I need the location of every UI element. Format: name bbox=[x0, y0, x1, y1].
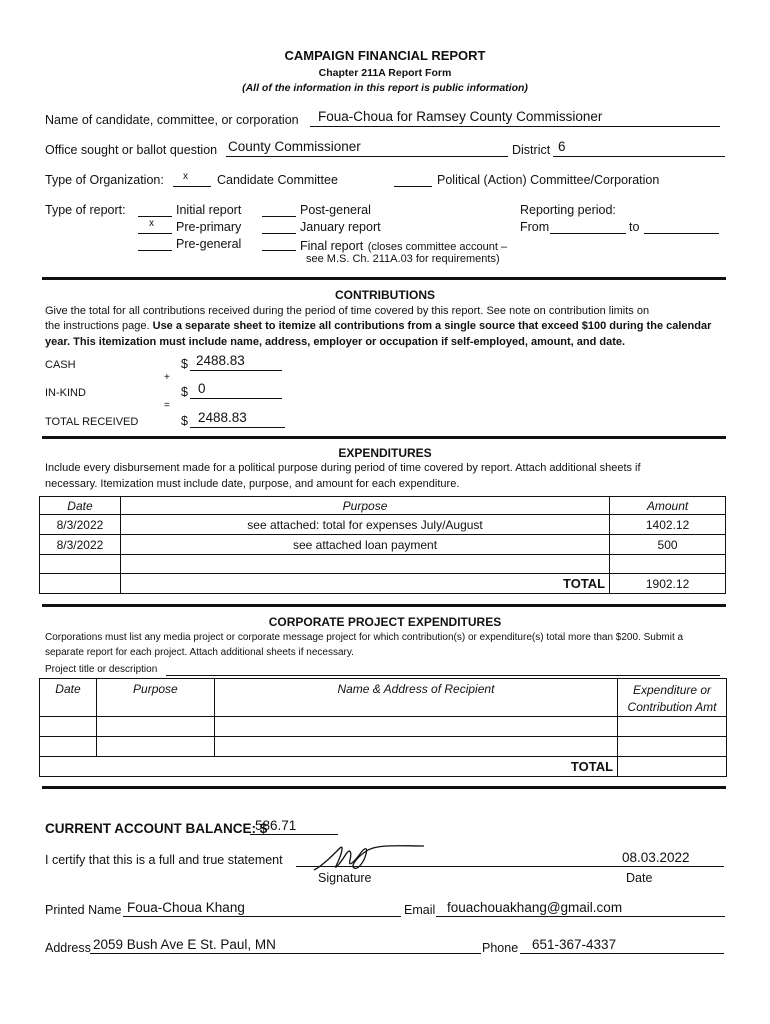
row-amount[interactable]: 500 bbox=[610, 535, 726, 555]
reporting-period-label: Reporting period: bbox=[520, 203, 616, 217]
balance-label: CURRENT ACCOUNT BALANCE: $ bbox=[45, 821, 268, 836]
corp-cell[interactable] bbox=[40, 717, 97, 737]
pregeneral-checkbox-line bbox=[138, 250, 172, 251]
contributions-text-2b: Use a separate sheet to itemize all contributions from a single source that exceed $100 during the calendar bbox=[152, 320, 712, 332]
org-type-label: Type of Organization: bbox=[45, 173, 164, 187]
corp-col-purpose: Purpose bbox=[96, 679, 214, 717]
corporate-text-1: Corporations must list any media project or corporate message project for which contribution(s) or expenditure(s) total more than $200. Submit a bbox=[45, 632, 684, 643]
report-type-label: Type of report: bbox=[45, 203, 126, 217]
divider-corporate bbox=[42, 604, 726, 607]
january-report-label: January report bbox=[300, 220, 381, 234]
corp-cell[interactable] bbox=[214, 737, 617, 757]
total-received-label: TOTAL RECEIVED bbox=[45, 416, 139, 428]
phone-line bbox=[520, 953, 724, 954]
corp-cell[interactable] bbox=[618, 737, 727, 757]
balance-line bbox=[250, 834, 338, 835]
email-field[interactable]: fouachouakhang@gmail.com bbox=[447, 900, 623, 915]
col-purpose: Purpose bbox=[120, 497, 609, 515]
pregeneral-label: Pre-general bbox=[176, 237, 242, 251]
cash-dollar: $ bbox=[181, 357, 188, 371]
cash-field[interactable]: 2488.83 bbox=[196, 353, 245, 368]
row-date[interactable]: 8/3/2022 bbox=[40, 535, 121, 555]
postgeneral-checkbox-line bbox=[262, 216, 296, 217]
corporate-table bbox=[39, 678, 727, 777]
corporate-total-label: TOTAL bbox=[40, 757, 618, 777]
table-row bbox=[40, 535, 726, 555]
political-checkbox-line bbox=[394, 186, 432, 187]
preprimary-checkbox-line bbox=[138, 233, 172, 234]
corp-cell[interactable] bbox=[618, 717, 727, 737]
contributions-text-3: year. This itemization must include name, address, employer or occupation if self-employed, amount, and date. bbox=[45, 336, 626, 348]
col-date: Date bbox=[40, 497, 121, 515]
expenditures-total-label: TOTAL bbox=[120, 574, 609, 594]
candidate-committee-label: Candidate Committee bbox=[217, 173, 338, 187]
plus-sign: + bbox=[164, 372, 170, 383]
phone-field[interactable]: 651-367-4337 bbox=[532, 937, 617, 952]
total-received-line bbox=[190, 427, 285, 428]
contributions-text-2a: the instructions page. bbox=[45, 320, 153, 332]
row-purpose[interactable]: see attached loan payment bbox=[120, 535, 609, 555]
expenditures-table bbox=[39, 496, 726, 594]
row-purpose[interactable]: see attached: total for expenses July/August bbox=[120, 515, 609, 535]
address-label: Address bbox=[45, 941, 91, 955]
to-label: to bbox=[629, 220, 640, 234]
corp-cell[interactable] bbox=[96, 737, 214, 757]
contributions-heading: CONTRIBUTIONS bbox=[335, 288, 435, 302]
contributions-text-2 bbox=[45, 320, 711, 332]
final-report-note: (closes committee account – bbox=[367, 241, 508, 253]
total-row bbox=[40, 757, 727, 777]
final-checkbox-line bbox=[262, 250, 296, 251]
name-label: Name of candidate, committee, or corporation bbox=[45, 113, 299, 127]
from-date-field[interactable] bbox=[550, 233, 626, 234]
printed-name-label: Printed Name bbox=[45, 903, 122, 917]
corporate-total-value[interactable] bbox=[618, 757, 727, 777]
total-row bbox=[40, 574, 726, 594]
table-row bbox=[40, 717, 727, 737]
postgeneral-label: Post-general bbox=[300, 203, 371, 217]
equals-sign: = bbox=[164, 400, 170, 411]
candidate-checkbox-line bbox=[173, 186, 211, 187]
corp-col-amount bbox=[618, 679, 727, 717]
expenditures-total-value[interactable]: 1902.12 bbox=[610, 574, 726, 594]
public-note: (All of the information in this report is public information) bbox=[242, 82, 528, 94]
divider-expenditures bbox=[42, 436, 726, 439]
table-row bbox=[40, 737, 727, 757]
page-subtitle: Chapter 211A Report Form bbox=[318, 67, 452, 79]
divider-contributions bbox=[42, 277, 726, 280]
corp-col-amount-1: Expenditure or bbox=[633, 683, 712, 697]
signature-label: Signature bbox=[318, 871, 372, 885]
january-checkbox-line bbox=[262, 233, 296, 234]
district-field[interactable]: 6 bbox=[558, 139, 566, 154]
district-line bbox=[553, 156, 725, 157]
cash-line bbox=[190, 370, 282, 371]
inkind-label: IN-KIND bbox=[45, 387, 86, 399]
initial-checkbox-line bbox=[138, 216, 172, 217]
email-line bbox=[436, 916, 725, 917]
name-field[interactable]: Foua-Choua for Ramsey County Commissioner bbox=[318, 109, 603, 124]
total-received-field[interactable]: 2488.83 bbox=[198, 410, 247, 425]
project-title-field[interactable] bbox=[166, 675, 720, 676]
date-field[interactable]: 08.03.2022 bbox=[622, 850, 690, 865]
address-line bbox=[90, 953, 481, 954]
contributions-text-1: Give the total for all contributions received during the period of time covered by this report. See note on contribution limits on bbox=[45, 305, 650, 317]
final-report-note-2: see M.S. Ch. 211A.03 for requirements) bbox=[306, 253, 500, 265]
name-line bbox=[310, 126, 720, 127]
corporate-heading: CORPORATE PROJECT EXPENDITURES bbox=[268, 615, 502, 629]
expenditures-text-2: necessary. Itemization must include date, purpose, and amount for each expenditure. bbox=[45, 478, 460, 490]
to-date-field[interactable] bbox=[644, 233, 719, 234]
row-date[interactable] bbox=[40, 555, 121, 574]
final-report-text: Final report bbox=[300, 239, 364, 253]
district-label: District bbox=[512, 143, 551, 157]
row-amount[interactable] bbox=[610, 555, 726, 574]
office-line bbox=[226, 156, 508, 157]
project-title-label: Project title or description bbox=[45, 664, 158, 675]
initial-report-label: Initial report bbox=[176, 203, 242, 217]
total-dollar: $ bbox=[181, 414, 188, 428]
corp-cell[interactable] bbox=[214, 717, 617, 737]
inkind-dollar: $ bbox=[181, 385, 188, 399]
email-label: Email bbox=[404, 903, 436, 917]
row-amount[interactable]: 1402.12 bbox=[610, 515, 726, 535]
corp-cell[interactable] bbox=[96, 717, 214, 737]
col-amount: Amount bbox=[610, 497, 726, 515]
phone-label: Phone bbox=[482, 941, 519, 955]
political-committee-label: Political (Action) Committee/Corporation bbox=[437, 173, 660, 187]
inkind-line bbox=[190, 398, 282, 399]
corp-cell[interactable] bbox=[40, 737, 97, 757]
balance-field[interactable]: 586.71 bbox=[255, 818, 297, 833]
date-label: Date bbox=[626, 871, 653, 885]
corporate-text-2: separate report for each project. Attach additional sheets if necessary. bbox=[45, 647, 354, 658]
page-title: CAMPAIGN FINANCIAL REPORT bbox=[284, 48, 486, 63]
signature-image[interactable] bbox=[312, 840, 428, 874]
inkind-field[interactable]: 0 bbox=[198, 381, 206, 396]
total-row-spacer bbox=[40, 574, 121, 594]
certify-statement: I certify that this is a full and true statement bbox=[45, 853, 283, 867]
corp-col-amount-2: Contribution Amt bbox=[627, 700, 717, 714]
preprimary-checkbox[interactable]: x bbox=[149, 218, 154, 229]
corp-col-recipient: Name & Address of Recipient bbox=[214, 679, 617, 717]
office-field[interactable]: County Commissioner bbox=[228, 139, 361, 154]
office-label: Office sought or ballot question bbox=[45, 143, 218, 157]
divider-footer bbox=[42, 786, 726, 789]
expenditures-text-1: Include every disbursement made for a political purpose during period of time covered by report. Attach additional sheets if bbox=[45, 462, 641, 474]
expenditures-heading: EXPENDITURES bbox=[338, 446, 432, 460]
candidate-checkbox[interactable]: x bbox=[183, 171, 188, 182]
row-date[interactable]: 8/3/2022 bbox=[40, 515, 121, 535]
printed-name-field[interactable]: Foua-Choua Khang bbox=[127, 900, 245, 915]
row-purpose[interactable] bbox=[120, 555, 609, 574]
table-row bbox=[40, 515, 726, 535]
preprimary-label: Pre-primary bbox=[176, 220, 242, 234]
address-field[interactable]: 2059 Bush Ave E St. Paul, MN bbox=[93, 937, 276, 952]
corp-col-date: Date bbox=[40, 679, 97, 717]
cash-label: CASH bbox=[45, 359, 76, 371]
table-row bbox=[40, 555, 726, 574]
printed-name-line bbox=[123, 916, 401, 917]
from-label: From bbox=[520, 220, 550, 234]
